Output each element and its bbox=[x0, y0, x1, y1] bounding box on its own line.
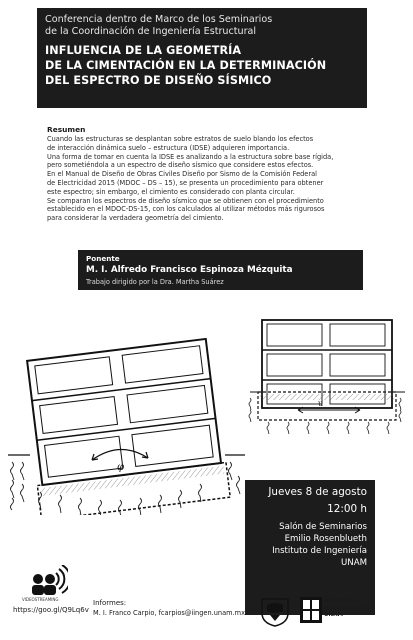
place-line-2: Emilio Rosenblueth bbox=[284, 534, 367, 544]
unam-seal-icon bbox=[258, 597, 292, 627]
event-block bbox=[245, 480, 375, 615]
institute-line-3: UNAM bbox=[324, 612, 344, 619]
conference-subtitle bbox=[45, 14, 359, 37]
title-line-2: DE LA CIMENTACIÓN EN LA DETERMINACIÓN bbox=[45, 59, 327, 72]
event-place bbox=[253, 521, 367, 569]
resumen-line: este espectro; sin embargo, el cimiento es considerado con planta circular. bbox=[47, 187, 295, 196]
ponente-block bbox=[78, 250, 363, 290]
ponente-note: Trabajo dirigido por la Dra. Martha Suárez bbox=[86, 278, 224, 286]
tilted-building-left bbox=[22, 338, 230, 515]
resumen-body bbox=[47, 135, 367, 223]
talk-title bbox=[45, 43, 359, 88]
title-line-1: INFLUENCIA DE LA GEOMETRÍA bbox=[45, 44, 242, 57]
instituto-ingenieria-logo-icon bbox=[300, 597, 322, 623]
title-line-3: DEL ESPECTRO DE DISEÑO SÍSMICO bbox=[45, 74, 272, 87]
u-label: u bbox=[318, 399, 324, 408]
conference-line-2: de la Coordinación de Ingeniería Estructural bbox=[45, 25, 257, 37]
place-line-1: Salón de Seminarios bbox=[279, 522, 367, 532]
ponente-name: M. I. Alfredo Francisco Espinoza Mézquita bbox=[86, 265, 293, 275]
institute-line-1: INSTITUTO bbox=[324, 599, 358, 605]
informes-label: Informes: bbox=[93, 599, 127, 607]
event-time: 12:00 h bbox=[327, 503, 367, 515]
building-right bbox=[250, 320, 405, 420]
spring-arrows-right bbox=[249, 398, 401, 434]
resumen-line: Una forma de tomar en cuenta la IDSE es analizando a la estructura sobre base rígida, bbox=[47, 152, 334, 161]
resumen-line: Se comparan los espectros de diseño sísmico que se obtienen con el procedimiento bbox=[47, 196, 324, 205]
institute-line-2: DE INGENIERÍA bbox=[324, 605, 371, 612]
resumen-line: establecido en el MDOC-DS-15, con los calculados al utilizar métodos más rigurosos bbox=[47, 205, 325, 214]
stream-link[interactable]: https://goo.gl/Q9Lq6v bbox=[13, 606, 89, 614]
conference-line-1: Conferencia dentro de Marco de los Seminarios bbox=[45, 14, 273, 25]
resumen-heading: Resumen bbox=[47, 125, 86, 134]
instituto-ingenieria-text bbox=[324, 599, 371, 619]
resumen-line: de interacción dinámica suelo – estructura (IDSE) adquieren importancia. bbox=[47, 143, 290, 152]
place-line-3: Instituto de Ingeniería bbox=[272, 546, 367, 556]
resumen-line: para considerar la verdadera geometría del cimiento. bbox=[47, 214, 224, 223]
resumen-line: pero sometiéndola a un espectro de diseño sísmico que considere estos efectos. bbox=[47, 161, 314, 170]
informes-contact: M. I. Franco Carpio, fcarpios@iingen.unam.mx bbox=[93, 609, 245, 617]
phi-label: φ bbox=[117, 462, 125, 473]
videostreaming-icon bbox=[30, 565, 68, 597]
ponente-label: Ponente bbox=[86, 254, 120, 263]
header-block bbox=[37, 8, 367, 108]
resumen-line: de Electricidad 2015 (MDOC – DS – 15), se presenta un procedimiento para obtener bbox=[47, 178, 324, 187]
place-line-4: UNAM bbox=[340, 558, 367, 568]
event-date: Jueves 8 de agosto bbox=[268, 486, 367, 498]
resumen-line: Cuando las estructuras se desplantan sobre estratos de suelo blando los efectos bbox=[47, 135, 314, 143]
resumen-line: En el Manual de Diseño de Obras Civiles Diseño por Sismo de la Comisión Federal bbox=[47, 170, 317, 179]
rotation-arrow bbox=[92, 449, 148, 460]
stream-label: VIDEOSTREAMING bbox=[22, 597, 59, 602]
